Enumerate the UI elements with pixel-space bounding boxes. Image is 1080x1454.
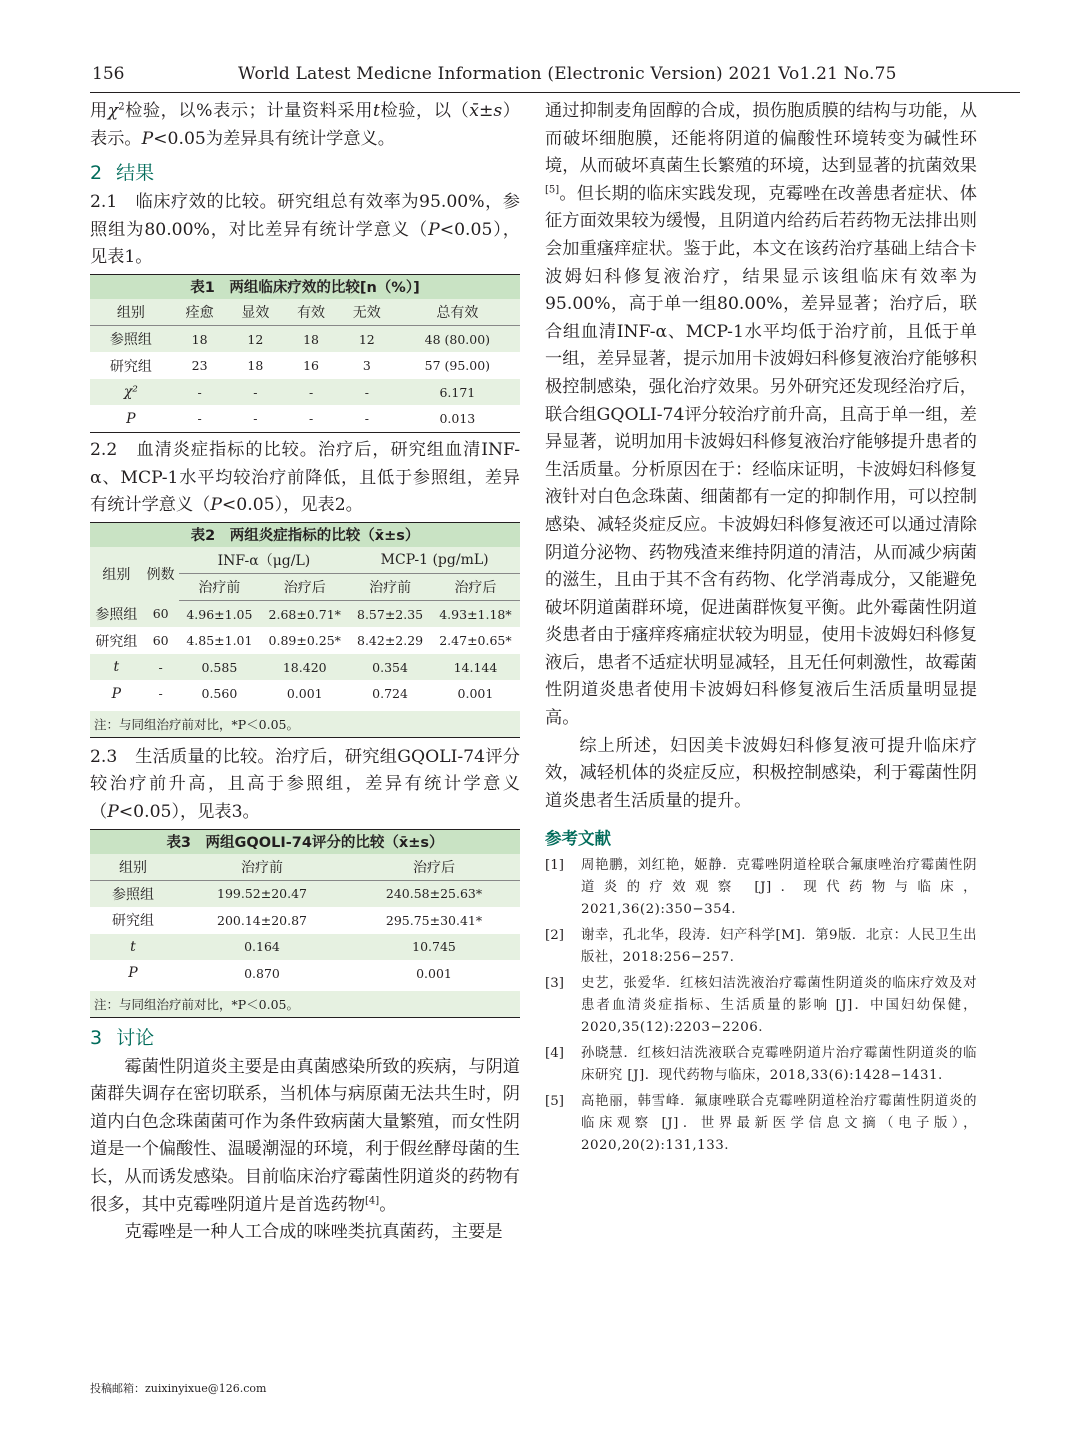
discussion-paragraph-1: 霉菌性阴道炎主要是由真菌感染所致的疾病，与阴道菌群失调存在密切联系，当机体与病原菌无法共生时，阴道内白色念珠菌菌可作为条件致病菌大量繁殖，而女性阴道是一个偏酸性、温暖潮湿的环境，利于假丝酵母菌的生长，从而诱发感染。目前临床治疗霉菌性阴道炎的药物有很多，其中克霉唑阴道片是首选药物[4]。 xyxy=(90,1056,520,1215)
reference-item: [1] 周艳鹏，刘红艳，姬静．克霉唑阴道栓联合氟康唑治疗霉菌性阴道炎的疗效观察 [J]．现代药物与临床，2021,36(2):350−354. xyxy=(545,858,977,918)
table-row: 研究组 60 4.85±1.01 0.89±0.25* 8.42±2.29 2.47±0.65* xyxy=(95,633,512,650)
right-column xyxy=(545,98,977,1161)
table-row: P - 0.560 0.001 0.724 0.001 xyxy=(111,685,494,702)
table-3-title: 表3 两组GQOLI-74评分的比较（x̄±s） xyxy=(90,829,520,854)
table-row: P 0.870 0.001 xyxy=(128,965,452,982)
table-row: 参照组 199.52±20.47 240.58±25.63* xyxy=(90,880,520,907)
discussion-paragraph-2: 克霉唑是一种人工合成的咪唑类抗真菌药，主要是 xyxy=(124,1222,503,1243)
table-row: 研究组 200.14±20.87 295.75±30.41* xyxy=(112,912,483,930)
table-row: 参照组 18 12 18 12 48 (80.00) xyxy=(90,325,520,352)
table-3 xyxy=(90,829,520,987)
reference-item: [5] 高艳丽，韩雪峰．氟康唑联合克霉唑阴道栓治疗霉菌性阴道炎的临床观察 [J]．世界最新医学信息文摘（电子版），2020,20(2):131,133. xyxy=(545,1094,977,1154)
journal-title: World Latest Medicne Information (Electronic Version) 2021 Vo1.21 No.75 xyxy=(238,64,897,84)
reference-item: [4] 孙晓慧．红核妇洁洗液联合克霉唑阴道片治疗霉菌性阴道炎的临床研究 [J]．现代药物与临床，2018,33(6):1428−1431. xyxy=(545,1046,977,1084)
table-1-title: 表1 两组临床疗效的比较[n（%）] xyxy=(90,274,520,299)
table-row: t 0.164 10.745 xyxy=(90,934,520,961)
table-2-header-row: 组别 例数 INF-α（μg/L) MCP-1 (pg/mL) xyxy=(90,547,520,574)
reference-item: [3] 史艺，张爱华．红核妇洁洗液治疗霉菌性阴道炎的临床疗效及对患者血清炎症指标、生活质量的影响 [J]．中国妇幼保健，2020,35(12):2203−2206. xyxy=(545,976,977,1036)
results-2-1-paragraph: 2.1 临床疗效的比较。研究组总有效率为95.00%，参照组为80.00%，对比差异有统计学意义（P<0.05），见表1。 xyxy=(90,192,520,268)
page-number: 156 xyxy=(92,64,125,84)
references-list xyxy=(545,855,977,1157)
table-2-note: 注：与同组治疗前对比，*P＜0.05。 xyxy=(90,711,520,738)
table-2-title: 表2 两组炎症指标的比较（x̄±s） xyxy=(90,522,520,547)
methods-tail-paragraph: 用$\chi^2$检验，以%表示；计量资料采用t检验，以（x̄±s）表示。P<0.05为差异具有统计学意义。 xyxy=(90,101,520,149)
results-2-2-paragraph: 2.2 血清炎症指标的比较。治疗后，研究组血清INF-α、MCP-1水平均较治疗前降低，且低于参照组，差异有统计学意义（P<0.05），见表2。 xyxy=(90,439,520,516)
table-2 xyxy=(90,522,520,707)
section-heading-discussion: 3 讨论 xyxy=(90,1026,155,1049)
submission-email: 投稿邮箱：zuixinyixue@126.com xyxy=(90,1382,267,1395)
table-1-header-row: 组别 痊愈 显效 有效 无效 总有效 xyxy=(90,299,520,326)
reference-item: [2] 谢幸，孔北华，段涛．妇产科学[M]．第9版．北京：人民卫生出版社，2018:256−257. xyxy=(545,928,977,966)
table-3-note: 注：与同组治疗前对比，*P＜0.05。 xyxy=(90,991,520,1018)
table-row: 研究组 23 18 16 3 57 (95.00) xyxy=(109,358,491,375)
table-row: t - 0.585 18.420 0.354 14.144 xyxy=(90,654,520,681)
table-row: χ² - - - - 6.171 xyxy=(90,379,520,406)
table-1 xyxy=(90,274,520,433)
section-heading-results: 2 结果 xyxy=(90,162,155,185)
table-row: P - - - - 0.013 xyxy=(90,405,520,432)
left-column xyxy=(90,98,520,1247)
conclusion-paragraph: 综上所述，妇因美卡波姆妇科修复液可提升临床疗效，减轻机体的炎症反应，积极控制感染，利于霉菌性阴道炎患者生活质量的提升。 xyxy=(545,735,977,811)
discussion-paragraph-3: 通过抑制麦角固醇的合成，损伤胞质膜的结构与功能，从而破坏细胞膜，还能将阴道的偏酸性环境转变为碱性环境，从而破坏真菌生长繁殖的环境，达到显著的抗菌效果[5]。但长期的临床实践发现，克霉唑在改善患者症状、体征方面效果较为缓慢，且阴道内给药后若药物无法排出则会加重瘙痒症状。鉴于此，本文在该药治疗基础上结合卡波姆妇科修复液治疗，结果显示该组临床有效率为95.00%，高于单一组80.00%，差异显著；治疗后，联合组血清INF-α、MCP-1水平均低于治疗前，且低于单一组，差异显著，提示加用卡波姆妇科修复液治疗能够积极控制感染，强化治疗效果。另外研究还发现经治疗后，联合组GQOLI-74评分较治疗前升高，且高于单一组，差异显著，说明加用卡波姆妇科修复液治疗能够提升患者的生活质量。分析原因在于：经临床证明，卡波姆妇科修复液针对白色念珠菌、细菌都有一定的抑制作用，可以控制感染、减轻炎症反应。卡波姆妇科修复液还可以通过清除阴道分泌物、药物残渣来维持阴道的清洁，从而减少病菌的滋生，且由于其不含有药物、化学消毒成分，又能避免破坏阴道菌群环境，促进菌群恢复平衡。此外霉菌性阴道炎患者由于瘙痒疼痛症状较为明显，使用卡波姆妇科修复液后，患者不适症状明显减轻，且无任何刺激性，故霉菌性阴道炎患者使用卡波姆妇科修复液后生活质量明显提高。 xyxy=(545,101,977,729)
table-2-subheader-row: 治疗前 治疗后 治疗前 治疗后 xyxy=(90,573,520,600)
table-row: 参照组 60 4.96±1.05 2.68±0.71* 8.57±2.35 4.93±1.18* xyxy=(90,600,520,627)
results-2-3-paragraph: 2.3 生活质量的比较。治疗后，研究组GQOLI-74评分较治疗前升高，且高于参照组，差异有统计学意义（P<0.05），见表3。 xyxy=(90,746,520,822)
references-heading: 参考文献 xyxy=(545,829,611,849)
running-header xyxy=(90,62,1020,93)
table-3-header-row: 组别 治疗前 治疗后 xyxy=(90,854,520,881)
